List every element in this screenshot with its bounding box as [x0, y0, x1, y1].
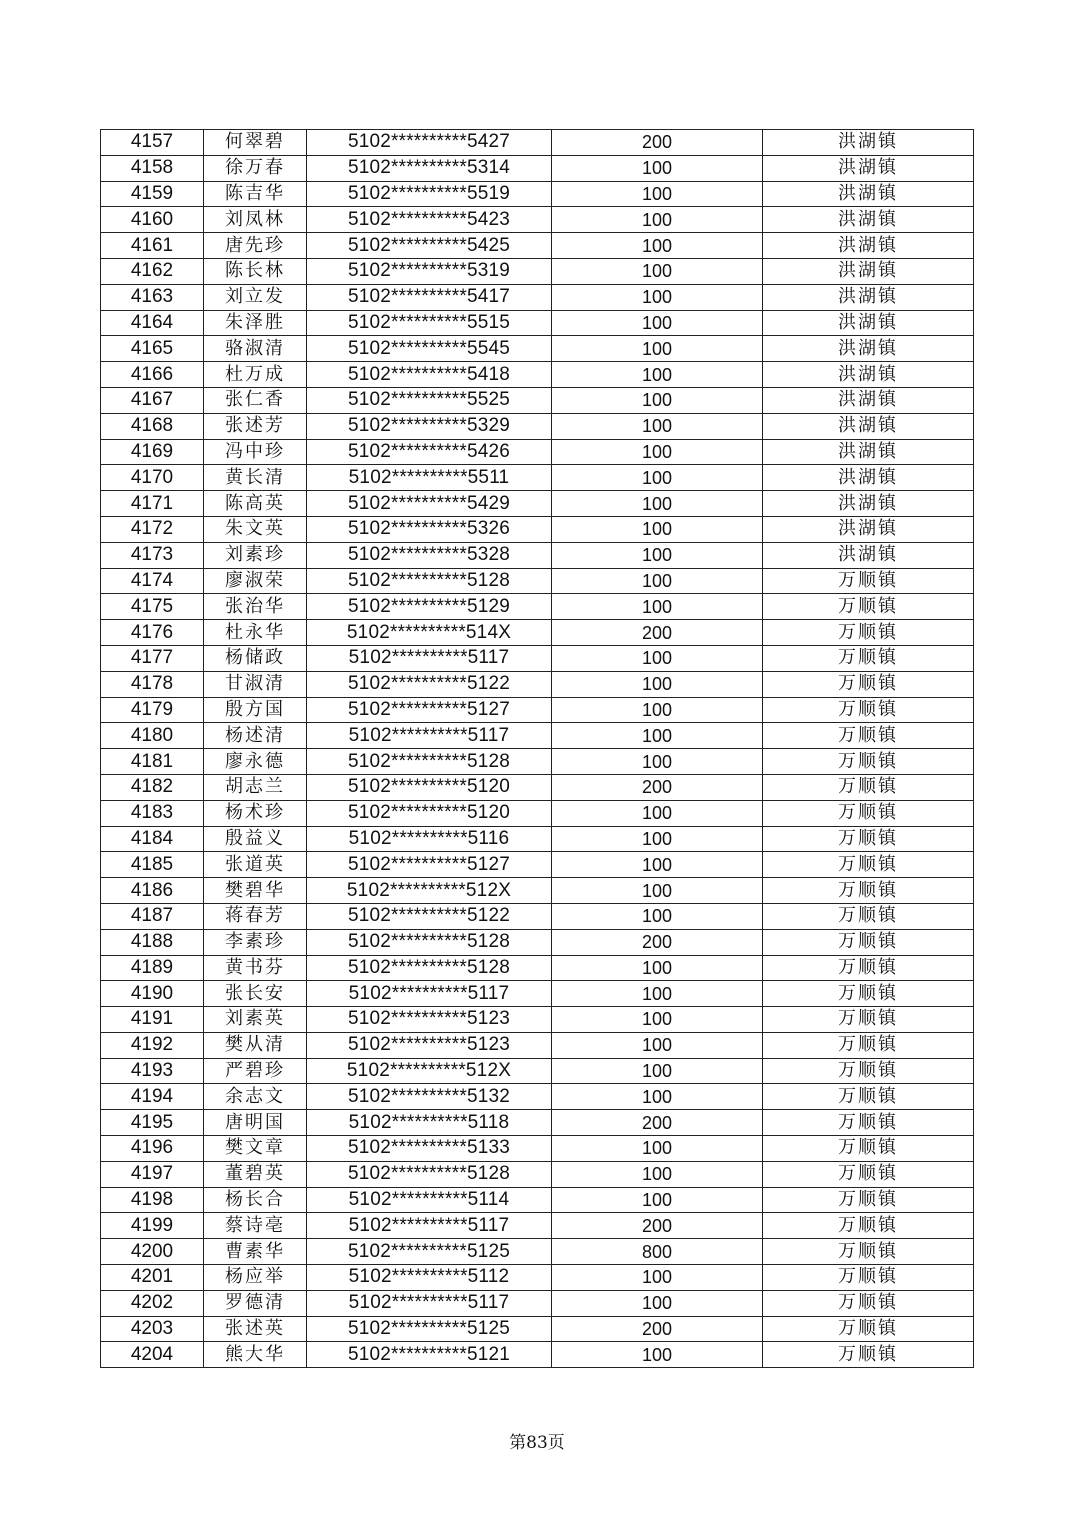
town-cell: 万顺镇 — [763, 903, 974, 929]
amount-cell: 200 — [552, 929, 763, 955]
table-row — [101, 852, 974, 878]
amount-cell: 100 — [552, 800, 763, 826]
id-number-cell: 5102**********5122 — [307, 903, 552, 929]
name-cell: 朱泽胜 — [204, 310, 307, 336]
table-row — [101, 542, 974, 568]
row-number-cell: 4184 — [101, 826, 204, 852]
row-number-cell: 4166 — [101, 362, 204, 388]
amount-cell: 100 — [552, 1032, 763, 1058]
amount-cell: 200 — [552, 620, 763, 646]
table-row — [101, 981, 974, 1007]
table-row — [101, 155, 974, 181]
row-number-cell: 4195 — [101, 1110, 204, 1136]
amount-cell: 100 — [552, 903, 763, 929]
table-row — [101, 800, 974, 826]
row-number-cell: 4177 — [101, 645, 204, 671]
id-number-cell: 5102**********5132 — [307, 1084, 552, 1110]
row-number-cell: 4162 — [101, 258, 204, 284]
row-number-cell: 4181 — [101, 749, 204, 775]
id-number-cell: 5102**********5117 — [307, 981, 552, 1007]
records-body — [101, 130, 974, 1368]
town-cell: 万顺镇 — [763, 1342, 974, 1368]
id-number-cell: 5102**********5314 — [307, 155, 552, 181]
table-row — [101, 284, 974, 310]
table-row — [101, 413, 974, 439]
id-number-cell: 5102**********5120 — [307, 774, 552, 800]
table-row — [101, 749, 974, 775]
table-row — [101, 568, 974, 594]
table-row — [101, 207, 974, 233]
name-cell: 罗德清 — [204, 1290, 307, 1316]
town-cell: 万顺镇 — [763, 774, 974, 800]
name-cell: 樊碧华 — [204, 878, 307, 904]
row-number-cell: 4160 — [101, 207, 204, 233]
amount-cell: 100 — [552, 1007, 763, 1033]
amount-cell: 100 — [552, 1084, 763, 1110]
row-number-cell: 4168 — [101, 413, 204, 439]
id-number-cell: 5102**********5426 — [307, 439, 552, 465]
town-cell: 洪湖镇 — [763, 310, 974, 336]
row-number-cell: 4182 — [101, 774, 204, 800]
table-row — [101, 645, 974, 671]
amount-cell: 100 — [552, 1342, 763, 1368]
row-number-cell: 4190 — [101, 981, 204, 1007]
table-row — [101, 878, 974, 904]
amount-cell: 100 — [552, 671, 763, 697]
amount-cell: 200 — [552, 130, 763, 156]
town-cell: 洪湖镇 — [763, 362, 974, 388]
row-number-cell: 4189 — [101, 955, 204, 981]
id-number-cell: 5102**********512X — [307, 1058, 552, 1084]
town-cell: 万顺镇 — [763, 671, 974, 697]
table-row — [101, 439, 974, 465]
id-number-cell: 5102**********5114 — [307, 1187, 552, 1213]
town-cell: 洪湖镇 — [763, 439, 974, 465]
name-cell: 刘凤林 — [204, 207, 307, 233]
id-number-cell: 5102**********5125 — [307, 1239, 552, 1265]
row-number-cell: 4170 — [101, 465, 204, 491]
name-cell: 甘淑清 — [204, 671, 307, 697]
row-number-cell: 4174 — [101, 568, 204, 594]
id-number-cell: 5102**********5511 — [307, 465, 552, 491]
town-cell: 万顺镇 — [763, 1161, 974, 1187]
town-cell: 万顺镇 — [763, 1316, 974, 1342]
name-cell: 杨应举 — [204, 1265, 307, 1291]
town-cell: 万顺镇 — [763, 1187, 974, 1213]
table-row — [101, 620, 974, 646]
id-number-cell: 5102**********5133 — [307, 1136, 552, 1162]
amount-cell: 100 — [552, 1058, 763, 1084]
table-row — [101, 1265, 974, 1291]
name-cell: 蔡诗亳 — [204, 1213, 307, 1239]
amount-cell: 100 — [552, 955, 763, 981]
table-row — [101, 1290, 974, 1316]
table-row — [101, 258, 974, 284]
town-cell: 万顺镇 — [763, 1007, 974, 1033]
table-row — [101, 130, 974, 156]
amount-cell: 100 — [552, 336, 763, 362]
town-cell: 万顺镇 — [763, 981, 974, 1007]
town-cell: 洪湖镇 — [763, 155, 974, 181]
row-number-cell: 4171 — [101, 491, 204, 517]
name-cell: 殷方国 — [204, 697, 307, 723]
amount-cell: 100 — [552, 181, 763, 207]
table-row — [101, 1084, 974, 1110]
table-row — [101, 1316, 974, 1342]
town-cell: 万顺镇 — [763, 1290, 974, 1316]
name-cell: 杜万成 — [204, 362, 307, 388]
amount-cell: 100 — [552, 310, 763, 336]
id-number-cell: 5102**********514X — [307, 620, 552, 646]
amount-cell: 100 — [552, 155, 763, 181]
row-number-cell: 4169 — [101, 439, 204, 465]
name-cell: 樊文章 — [204, 1136, 307, 1162]
amount-cell: 100 — [552, 362, 763, 388]
amount-cell: 100 — [552, 594, 763, 620]
id-number-cell: 5102**********5127 — [307, 852, 552, 878]
row-number-cell: 4165 — [101, 336, 204, 362]
amount-cell: 100 — [552, 284, 763, 310]
id-number-cell: 5102**********5117 — [307, 723, 552, 749]
town-cell: 万顺镇 — [763, 568, 974, 594]
id-number-cell: 5102**********5519 — [307, 181, 552, 207]
id-number-cell: 5102**********5128 — [307, 1161, 552, 1187]
town-cell: 洪湖镇 — [763, 233, 974, 259]
town-cell: 万顺镇 — [763, 1032, 974, 1058]
name-cell: 徐万春 — [204, 155, 307, 181]
table-row — [101, 1007, 974, 1033]
name-cell: 杨长合 — [204, 1187, 307, 1213]
row-number-cell: 4197 — [101, 1161, 204, 1187]
table-row — [101, 594, 974, 620]
town-cell: 万顺镇 — [763, 1110, 974, 1136]
amount-cell: 100 — [552, 1187, 763, 1213]
name-cell: 董碧英 — [204, 1161, 307, 1187]
id-number-cell: 5102**********5128 — [307, 568, 552, 594]
town-cell: 洪湖镇 — [763, 258, 974, 284]
amount-cell: 800 — [552, 1239, 763, 1265]
amount-cell: 100 — [552, 723, 763, 749]
name-cell: 殷益义 — [204, 826, 307, 852]
row-number-cell: 4173 — [101, 542, 204, 568]
row-number-cell: 4178 — [101, 671, 204, 697]
name-cell: 张治华 — [204, 594, 307, 620]
name-cell: 冯中珍 — [204, 439, 307, 465]
id-number-cell: 5102**********5117 — [307, 1213, 552, 1239]
table-row — [101, 1032, 974, 1058]
id-number-cell: 5102**********5319 — [307, 258, 552, 284]
name-cell: 杨术珍 — [204, 800, 307, 826]
name-cell: 樊从清 — [204, 1032, 307, 1058]
name-cell: 骆淑清 — [204, 336, 307, 362]
row-number-cell: 4180 — [101, 723, 204, 749]
town-cell: 万顺镇 — [763, 1239, 974, 1265]
town-cell: 万顺镇 — [763, 749, 974, 775]
table-row — [101, 1110, 974, 1136]
table-row — [101, 826, 974, 852]
id-number-cell: 5102**********5125 — [307, 1316, 552, 1342]
amount-cell: 100 — [552, 1290, 763, 1316]
amount-cell: 100 — [552, 697, 763, 723]
amount-cell: 100 — [552, 826, 763, 852]
id-number-cell: 5102**********5129 — [307, 594, 552, 620]
row-number-cell: 4202 — [101, 1290, 204, 1316]
page-number: 第83页 — [509, 1433, 565, 1453]
row-number-cell: 4157 — [101, 130, 204, 156]
name-cell: 张道英 — [204, 852, 307, 878]
name-cell: 张长安 — [204, 981, 307, 1007]
name-cell: 刘素珍 — [204, 542, 307, 568]
table-row — [101, 387, 974, 413]
row-number-cell: 4194 — [101, 1084, 204, 1110]
town-cell: 万顺镇 — [763, 697, 974, 723]
id-number-cell: 5102**********5117 — [307, 1290, 552, 1316]
town-cell: 万顺镇 — [763, 1136, 974, 1162]
town-cell: 洪湖镇 — [763, 181, 974, 207]
row-number-cell: 4163 — [101, 284, 204, 310]
records-table — [100, 129, 974, 1368]
table-row — [101, 181, 974, 207]
name-cell: 陈长林 — [204, 258, 307, 284]
id-number-cell: 5102**********5326 — [307, 516, 552, 542]
id-number-cell: 5102**********5123 — [307, 1007, 552, 1033]
id-number-cell: 5102**********5545 — [307, 336, 552, 362]
table-row — [101, 233, 974, 259]
row-number-cell: 4176 — [101, 620, 204, 646]
name-cell: 杨述清 — [204, 723, 307, 749]
id-number-cell: 5102**********5515 — [307, 310, 552, 336]
town-cell: 洪湖镇 — [763, 542, 974, 568]
id-number-cell: 5102**********5417 — [307, 284, 552, 310]
name-cell: 张仁香 — [204, 387, 307, 413]
amount-cell: 100 — [552, 207, 763, 233]
amount-cell: 200 — [552, 1316, 763, 1342]
table-row — [101, 955, 974, 981]
town-cell: 万顺镇 — [763, 723, 974, 749]
name-cell: 陈吉华 — [204, 181, 307, 207]
amount-cell: 100 — [552, 878, 763, 904]
row-number-cell: 4172 — [101, 516, 204, 542]
town-cell: 万顺镇 — [763, 645, 974, 671]
amount-cell: 200 — [552, 1110, 763, 1136]
name-cell: 陈高英 — [204, 491, 307, 517]
town-cell: 洪湖镇 — [763, 207, 974, 233]
row-number-cell: 4158 — [101, 155, 204, 181]
id-number-cell: 5102**********5525 — [307, 387, 552, 413]
row-number-cell: 4167 — [101, 387, 204, 413]
table-row — [101, 1058, 974, 1084]
table-row — [101, 697, 974, 723]
town-cell: 万顺镇 — [763, 929, 974, 955]
row-number-cell: 4201 — [101, 1265, 204, 1291]
amount-cell: 200 — [552, 774, 763, 800]
table-row — [101, 1342, 974, 1368]
table-row — [101, 465, 974, 491]
name-cell: 何翠碧 — [204, 130, 307, 156]
row-number-cell: 4161 — [101, 233, 204, 259]
name-cell: 张述英 — [204, 1316, 307, 1342]
id-number-cell: 5102**********5123 — [307, 1032, 552, 1058]
name-cell: 杨储政 — [204, 645, 307, 671]
name-cell: 唐明国 — [204, 1110, 307, 1136]
row-number-cell: 4198 — [101, 1187, 204, 1213]
row-number-cell: 4204 — [101, 1342, 204, 1368]
row-number-cell: 4196 — [101, 1136, 204, 1162]
amount-cell: 100 — [552, 491, 763, 517]
amount-cell: 100 — [552, 1265, 763, 1291]
table-row — [101, 1187, 974, 1213]
id-number-cell: 5102**********512X — [307, 878, 552, 904]
town-cell: 万顺镇 — [763, 878, 974, 904]
name-cell: 严碧珍 — [204, 1058, 307, 1084]
table-row — [101, 336, 974, 362]
row-number-cell: 4188 — [101, 929, 204, 955]
name-cell: 杜永华 — [204, 620, 307, 646]
id-number-cell: 5102**********5328 — [307, 542, 552, 568]
amount-cell: 100 — [552, 439, 763, 465]
town-cell: 万顺镇 — [763, 1084, 974, 1110]
name-cell: 胡志兰 — [204, 774, 307, 800]
row-number-cell: 4185 — [101, 852, 204, 878]
table-row — [101, 1136, 974, 1162]
town-cell: 万顺镇 — [763, 955, 974, 981]
row-number-cell: 4159 — [101, 181, 204, 207]
row-number-cell: 4186 — [101, 878, 204, 904]
town-cell: 万顺镇 — [763, 1265, 974, 1291]
amount-cell: 100 — [552, 465, 763, 491]
id-number-cell: 5102**********5120 — [307, 800, 552, 826]
name-cell: 张述芳 — [204, 413, 307, 439]
name-cell: 唐先珍 — [204, 233, 307, 259]
id-number-cell: 5102**********5427 — [307, 130, 552, 156]
table-row — [101, 491, 974, 517]
amount-cell: 100 — [552, 981, 763, 1007]
table-row — [101, 362, 974, 388]
table-row — [101, 671, 974, 697]
town-cell: 洪湖镇 — [763, 465, 974, 491]
row-number-cell: 4203 — [101, 1316, 204, 1342]
town-cell: 洪湖镇 — [763, 413, 974, 439]
town-cell: 洪湖镇 — [763, 516, 974, 542]
table-row — [101, 929, 974, 955]
table-row — [101, 516, 974, 542]
row-number-cell: 4179 — [101, 697, 204, 723]
table-row — [101, 310, 974, 336]
table-row — [101, 1161, 974, 1187]
row-number-cell: 4187 — [101, 903, 204, 929]
name-cell: 黄书芬 — [204, 955, 307, 981]
amount-cell: 100 — [552, 1161, 763, 1187]
town-cell: 万顺镇 — [763, 800, 974, 826]
name-cell: 刘素英 — [204, 1007, 307, 1033]
row-number-cell: 4199 — [101, 1213, 204, 1239]
table-row — [101, 774, 974, 800]
town-cell: 万顺镇 — [763, 826, 974, 852]
row-number-cell: 4193 — [101, 1058, 204, 1084]
table-row — [101, 1213, 974, 1239]
amount-cell: 100 — [552, 568, 763, 594]
amount-cell: 100 — [552, 749, 763, 775]
id-number-cell: 5102**********5425 — [307, 233, 552, 259]
name-cell: 廖淑荣 — [204, 568, 307, 594]
id-number-cell: 5102**********5127 — [307, 697, 552, 723]
name-cell: 朱文英 — [204, 516, 307, 542]
id-number-cell: 5102**********5117 — [307, 645, 552, 671]
name-cell: 熊大华 — [204, 1342, 307, 1368]
id-number-cell: 5102**********5418 — [307, 362, 552, 388]
name-cell: 廖永德 — [204, 749, 307, 775]
row-number-cell: 4191 — [101, 1007, 204, 1033]
row-number-cell: 4164 — [101, 310, 204, 336]
name-cell: 李素珍 — [204, 929, 307, 955]
id-number-cell: 5102**********5423 — [307, 207, 552, 233]
id-number-cell: 5102**********5329 — [307, 413, 552, 439]
id-number-cell: 5102**********5116 — [307, 826, 552, 852]
amount-cell: 100 — [552, 516, 763, 542]
table-row — [101, 723, 974, 749]
town-cell: 万顺镇 — [763, 620, 974, 646]
town-cell: 万顺镇 — [763, 1213, 974, 1239]
name-cell: 余志文 — [204, 1084, 307, 1110]
row-number-cell: 4183 — [101, 800, 204, 826]
table-row — [101, 903, 974, 929]
amount-cell: 100 — [552, 258, 763, 284]
id-number-cell: 5102**********5121 — [307, 1342, 552, 1368]
name-cell: 刘立发 — [204, 284, 307, 310]
town-cell: 洪湖镇 — [763, 387, 974, 413]
row-number-cell: 4200 — [101, 1239, 204, 1265]
town-cell: 洪湖镇 — [763, 130, 974, 156]
amount-cell: 100 — [552, 645, 763, 671]
town-cell: 洪湖镇 — [763, 491, 974, 517]
amount-cell: 200 — [552, 1213, 763, 1239]
row-number-cell: 4175 — [101, 594, 204, 620]
town-cell: 洪湖镇 — [763, 336, 974, 362]
id-number-cell: 5102**********5128 — [307, 955, 552, 981]
id-number-cell: 5102**********5128 — [307, 749, 552, 775]
town-cell: 万顺镇 — [763, 594, 974, 620]
id-number-cell: 5102**********5112 — [307, 1265, 552, 1291]
amount-cell: 100 — [552, 542, 763, 568]
name-cell: 蒋春芳 — [204, 903, 307, 929]
town-cell: 万顺镇 — [763, 1058, 974, 1084]
town-cell: 洪湖镇 — [763, 284, 974, 310]
amount-cell: 100 — [552, 387, 763, 413]
id-number-cell: 5102**********5429 — [307, 491, 552, 517]
amount-cell: 100 — [552, 233, 763, 259]
id-number-cell: 5102**********5118 — [307, 1110, 552, 1136]
town-cell: 万顺镇 — [763, 852, 974, 878]
amount-cell: 100 — [552, 413, 763, 439]
row-number-cell: 4192 — [101, 1032, 204, 1058]
amount-cell: 100 — [552, 852, 763, 878]
id-number-cell: 5102**********5122 — [307, 671, 552, 697]
amount-cell: 100 — [552, 1136, 763, 1162]
name-cell: 曹素华 — [204, 1239, 307, 1265]
id-number-cell: 5102**********5128 — [307, 929, 552, 955]
table-row — [101, 1239, 974, 1265]
name-cell: 黄长清 — [204, 465, 307, 491]
